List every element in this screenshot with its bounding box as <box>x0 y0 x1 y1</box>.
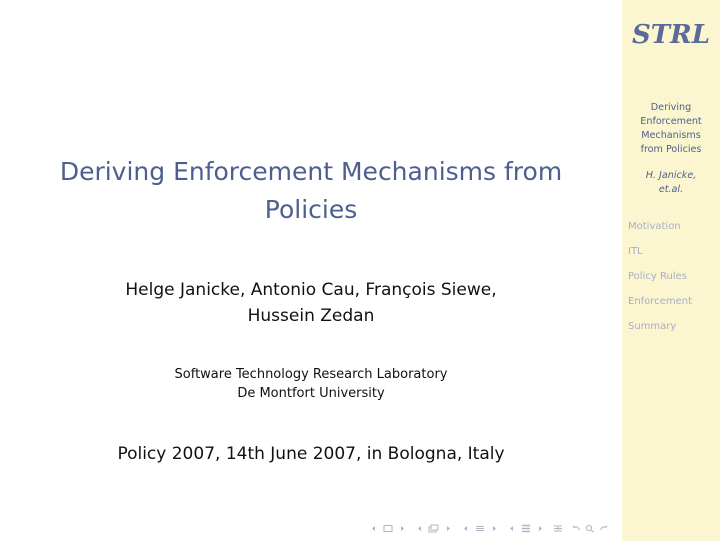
redo-icon <box>598 524 610 533</box>
slide-title <box>0 153 622 229</box>
sidebar-author-line-1: H. Janicke, <box>645 170 697 181</box>
search-icon <box>584 524 596 533</box>
authors-line-2: Hussein Zedan <box>247 306 375 326</box>
institute-line-1: Software Technology Research Laboratory <box>174 367 448 382</box>
sidebar <box>622 0 720 541</box>
nav-appendix-control[interactable] <box>552 524 564 533</box>
triangle-left-icon <box>460 524 472 533</box>
nav-subsection-control[interactable] <box>414 524 454 533</box>
nav-section-control[interactable] <box>460 524 500 533</box>
sidebar-title-line-2: Enforcement <box>640 116 702 127</box>
authors-line-1: Helge Janicke, Antonio Cau, François Siewe, <box>125 280 497 300</box>
section-icon <box>474 524 486 533</box>
sidebar-author-line-2: et.al. <box>658 184 684 195</box>
slide-authors <box>0 277 622 329</box>
undo-icon <box>570 524 582 533</box>
triangle-left-icon <box>368 524 380 533</box>
slide-title-line-1: Deriving Enforcement Mechanisms from <box>59 157 563 186</box>
strl-logo: STRL <box>631 20 710 50</box>
sidebar-item-motivation[interactable]: Motivation <box>628 221 681 232</box>
slide-event: Policy 2007, 14th June 2007, in Bologna, Italy <box>117 444 505 464</box>
sidebar-item-itl[interactable]: ITL <box>628 246 643 257</box>
triangle-left-icon <box>414 524 426 533</box>
triangle-left-icon <box>506 524 518 533</box>
subsection-icon <box>428 524 440 533</box>
appendix-icon <box>552 524 564 533</box>
sidebar-item-summary[interactable]: Summary <box>628 321 677 332</box>
beamer-navigation <box>368 522 610 534</box>
triangle-right-icon <box>488 524 500 533</box>
sidebar-title-line-1: Deriving <box>650 102 692 113</box>
sidebar-section-list <box>628 214 718 339</box>
slide-institute <box>0 365 622 403</box>
document-icon <box>520 524 532 533</box>
sidebar-item-enforcement[interactable]: Enforcement <box>628 296 692 307</box>
triangle-right-icon <box>442 524 454 533</box>
sidebar-author <box>622 169 720 197</box>
institute-line-2: De Montfort University <box>237 386 385 401</box>
nav-search-control[interactable] <box>570 524 610 533</box>
sidebar-title-line-4: from Policies <box>640 144 702 155</box>
slide-title-line-2: Policies <box>264 195 358 224</box>
nav-frame-control[interactable] <box>368 524 408 533</box>
triangle-right-icon <box>534 524 546 533</box>
sidebar-item-policy-rules[interactable]: Policy Rules <box>628 271 687 282</box>
nav-presentation-control[interactable] <box>506 524 546 533</box>
triangle-right-icon <box>396 524 408 533</box>
sidebar-title-line-3: Mechanisms <box>641 130 701 141</box>
frame-icon <box>382 524 394 533</box>
sidebar-title[interactable] <box>622 101 720 157</box>
